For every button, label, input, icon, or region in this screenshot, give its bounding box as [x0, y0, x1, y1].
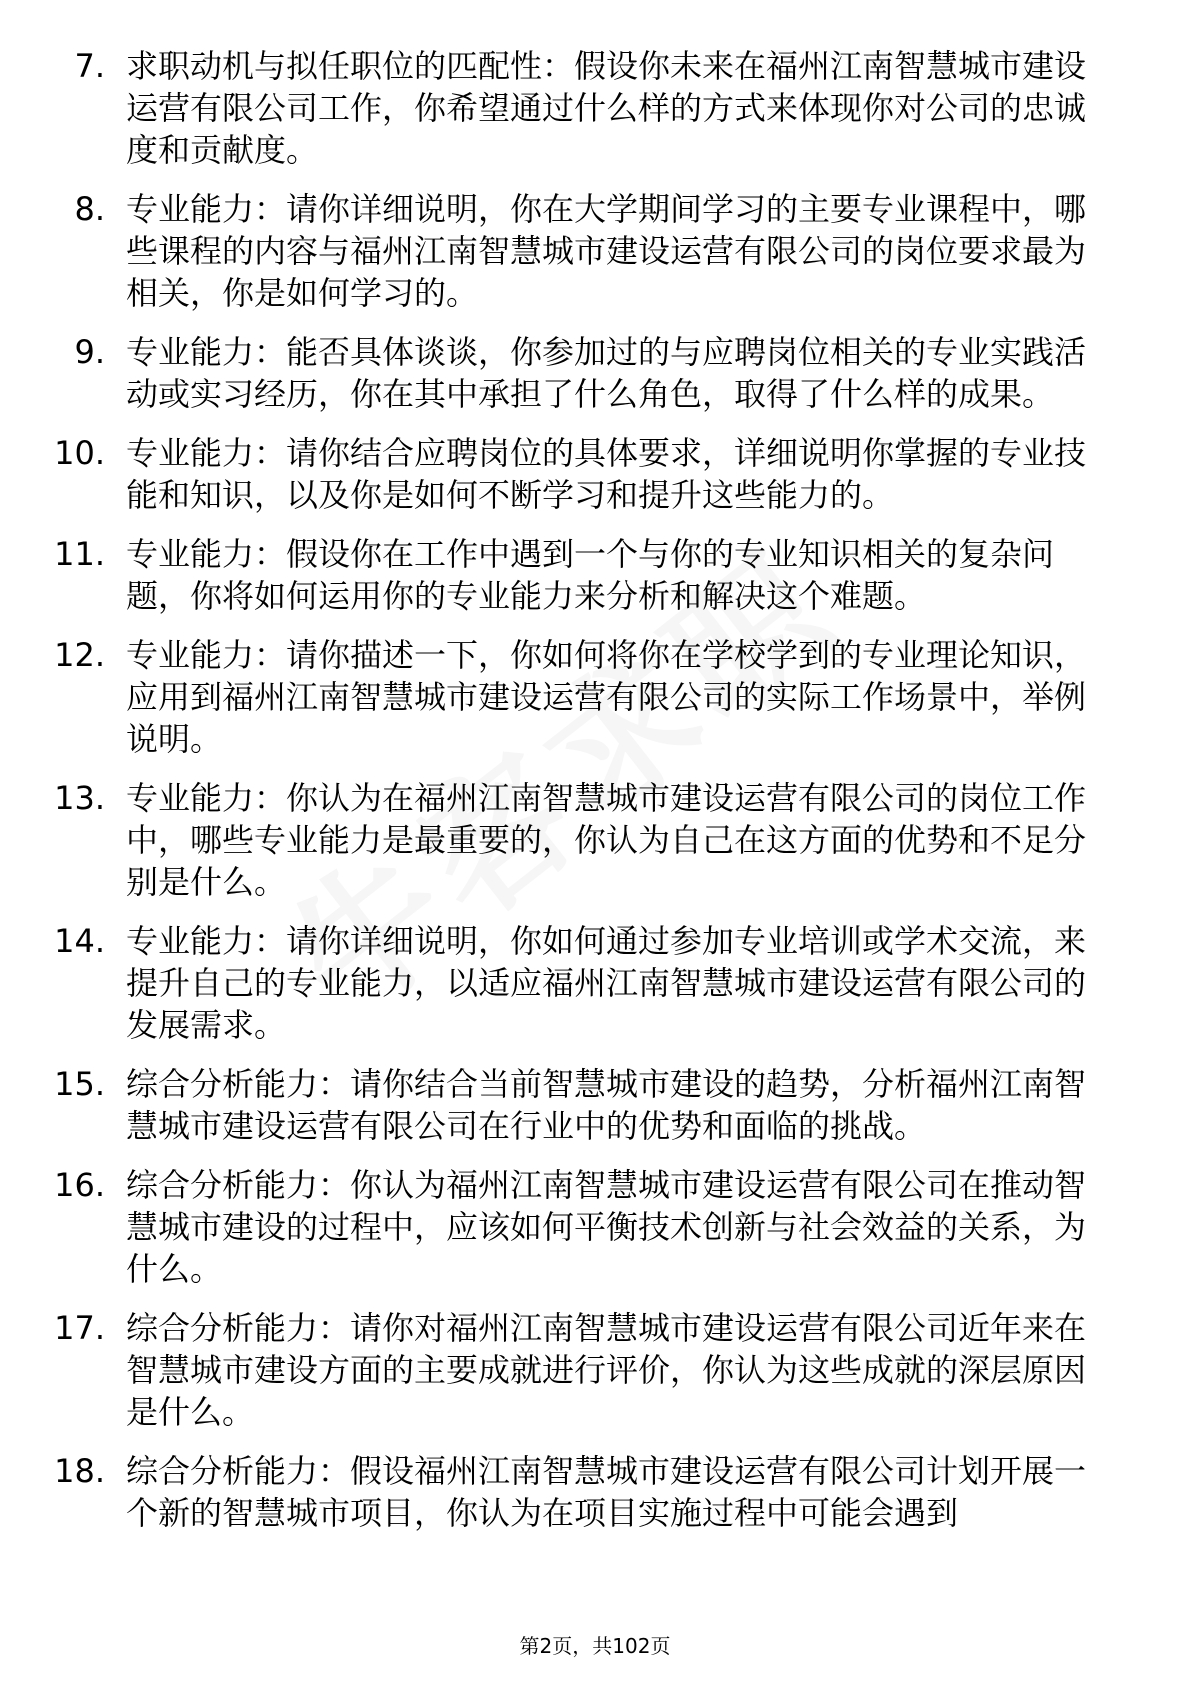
question-text: 专业能力：请你详细说明，你如何通过参加专业培训或学术交流，来提升自己的专业能力，以适应福州江南智慧城市建设运营有限公司的发展需求。 — [126, 922, 1087, 1044]
question-text: 专业能力：能否具体谈谈，你参加过的与应聘岗位相关的专业实践活动或实习经历，你在其中承担了什么角色，取得了什么样的成果。 — [126, 333, 1087, 413]
question-item — [0, 1063, 1111, 1147]
question-number: 18. — [54, 1452, 105, 1490]
question-number: 11. — [54, 535, 105, 573]
question-item — [0, 188, 1111, 314]
question-item — [0, 1307, 1111, 1433]
question-item — [0, 1164, 1111, 1290]
question-text: 专业能力：请你详细说明，你在大学期间学习的主要专业课程中，哪些课程的内容与福州江南智慧城市建设运营有限公司的岗位要求最为相关，你是如何学习的。 — [126, 190, 1087, 312]
question-text: 专业能力：你认为在福州江南智慧城市建设运营有限公司的岗位工作中，哪些专业能力是最重要的，你认为自己在这方面的优势和不足分别是什么。 — [126, 779, 1087, 901]
question-item — [0, 533, 1111, 617]
question-text: 综合分析能力：你认为福州江南智慧城市建设运营有限公司在推动智慧城市建设的过程中，应该如何平衡技术创新与社会效益的关系，为什么。 — [126, 1166, 1087, 1288]
question-list — [0, 45, 1190, 1551]
question-number: 16. — [54, 1166, 105, 1204]
question-number: 13. — [54, 779, 105, 817]
question-number: 10. — [54, 434, 105, 472]
question-text: 专业能力：请你描述一下，你如何将你在学校学到的专业理论知识，应用到福州江南智慧城市建设运营有限公司的实际工作场景中，举例说明。 — [126, 636, 1087, 758]
question-item — [0, 920, 1111, 1046]
question-number: 12. — [54, 636, 105, 674]
page-number: 第2页，共102页 — [519, 1634, 671, 1658]
question-text: 求职动机与拟任职位的匹配性：假设你未来在福州江南智慧城市建设运营有限公司工作，你希望通过什么样的方式来体现你对公司的忠诚度和贡献度。 — [126, 47, 1087, 169]
question-item — [0, 1450, 1111, 1534]
question-text: 综合分析能力：请你结合当前智慧城市建设的趋势，分析福州江南智慧城市建设运营有限公司在行业中的优势和面临的挑战。 — [126, 1065, 1087, 1145]
question-item — [0, 777, 1111, 903]
question-number: 17. — [54, 1309, 105, 1347]
question-text: 综合分析能力：请你对福州江南智慧城市建设运营有限公司近年来在智慧城市建设方面的主要成就进行评价，你认为这些成就的深层原因是什么。 — [126, 1309, 1087, 1431]
question-item — [0, 634, 1111, 760]
question-item — [0, 432, 1111, 516]
question-text: 专业能力：假设你在工作中遇到一个与你的专业知识相关的复杂问题，你将如何运用你的专业能力来分析和解决这个难题。 — [126, 535, 1055, 615]
question-number: 14. — [54, 922, 105, 960]
question-item — [0, 331, 1111, 415]
question-number: 8. — [74, 190, 105, 228]
question-text: 专业能力：请你结合应聘岗位的具体要求，详细说明你掌握的专业技能和知识，以及你是如何不断学习和提升这些能力的。 — [126, 434, 1087, 514]
question-number: 9. — [74, 333, 105, 371]
question-number: 15. — [54, 1065, 105, 1103]
question-text: 综合分析能力：假设福州江南智慧城市建设运营有限公司计划开展一个新的智慧城市项目，你认为在项目实施过程中可能会遇到 — [126, 1452, 1087, 1532]
question-number: 7. — [74, 47, 105, 85]
question-item — [0, 45, 1111, 171]
page-footer — [0, 1633, 1190, 1659]
